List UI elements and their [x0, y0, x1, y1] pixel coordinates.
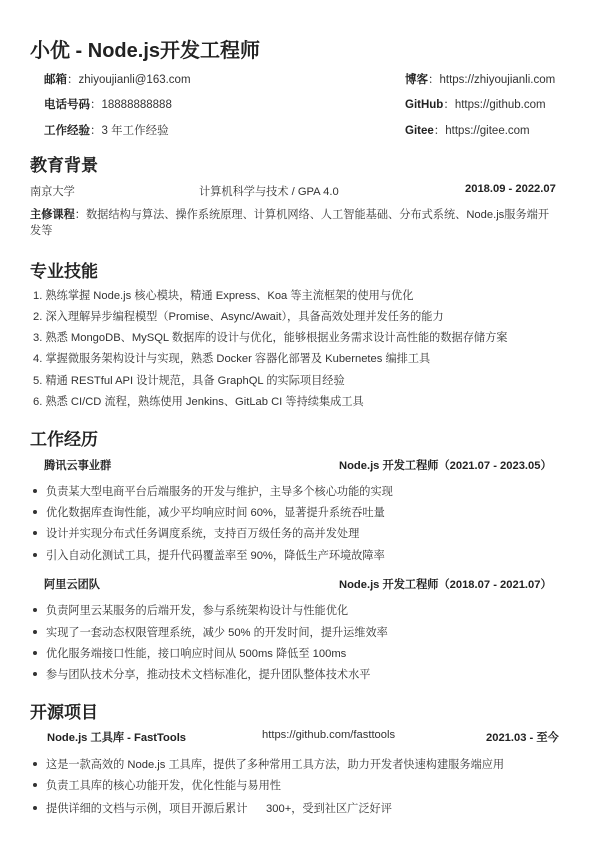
gitee-link[interactable]: https://gitee.com — [445, 125, 530, 137]
email-value[interactable]: zhiyoujianli@163.com — [78, 74, 191, 86]
blog-label: 博客 — [405, 74, 428, 86]
email-label: 邮箱 — [44, 74, 67, 86]
work-section-title: 工作经历 — [30, 430, 98, 449]
skills-section-title: 专业技能 — [30, 262, 98, 281]
job-company: 腾讯云事业群 — [44, 460, 112, 472]
bullet-icon — [33, 630, 37, 634]
job-bullet: 负责阿里云某服务的后端开发，参与系统架构设计与性能优化 — [33, 602, 348, 618]
projects-section-title: 开源项目 — [30, 703, 98, 722]
skill-item: 2. 深入理解异步编程模型（Promise、Async/Await），具备高效处理并发任务的能力 — [33, 311, 444, 323]
bullet-icon — [33, 531, 37, 535]
name-title: 小优 - Node.js开发工程师 — [30, 40, 261, 62]
job-company: 阿里云团队 — [44, 579, 100, 591]
job-role: Node.js 开发工程师（2021.07 - 2023.05） — [339, 460, 552, 472]
experience-label: 工作经验 — [44, 125, 90, 137]
job-bullet: 参与团队技术分享，推动技术文档标准化，提升团队整体技术水平 — [33, 666, 370, 682]
experience-contact: 工作经验：3 年工作经验 — [44, 125, 169, 137]
experience-value: 3 年工作经验 — [101, 125, 169, 137]
job-role: Node.js 开发工程师（2018.07 - 2021.07） — [339, 579, 552, 591]
courses-label: 主修课程 — [30, 209, 75, 221]
bullet-icon — [33, 510, 37, 514]
project-bullet: 这是一款高效的 Node.js 工具库，提供了多种常用工具方法，助力开发者快速构建服务端应用 — [33, 756, 504, 772]
bullet-icon — [33, 762, 37, 766]
project-name: Node.js 工具库 - FastTools — [47, 732, 187, 744]
github-label: GitHub — [405, 99, 444, 111]
bullet-icon — [33, 651, 37, 655]
job-bullet: 实现了一套动态权限管理系统，减少 50% 的开发时间，提升运维效率 — [33, 624, 388, 640]
job-bullet: 负责某大型电商平台后端服务的开发与维护，主导多个核心功能的实现 — [33, 483, 393, 499]
gitee-contact: Gitee：https://gitee.com — [405, 125, 530, 137]
blog-link[interactable]: https://zhiyoujianli.com — [439, 74, 556, 86]
skill-item: 6. 熟悉 CI/CD 流程，熟练使用 Jenkins、GitLab CI 等持续集成工具 — [33, 396, 364, 408]
education-courses: 主修课程：数据结构与算法、操作系统原理、计算机网络、人工智能基础、分布式系统、Node.js服务端开发等 — [30, 209, 550, 237]
skill-item: 5. 精通 RESTful API 设计规范，具备 GraphQL 的实际项目经验 — [33, 375, 345, 387]
skill-item: 1. 熟练掌握 Node.js 核心模块，精通 Express、Koa 等主流框架的使用与优化 — [33, 290, 414, 302]
project-bullet: 负责工具库的核心功能开发，优化性能与易用性 — [33, 777, 281, 793]
blog-contact: 博客：https://zhiyoujianli.com — [405, 74, 556, 86]
github-contact: GitHub：https://github.com — [405, 99, 546, 111]
project-period: 2021.03 - 至今 — [486, 732, 559, 744]
education-major: 计算机科学与技术 / GPA 4.0 — [199, 186, 339, 198]
education-section-title: 教育背景 — [30, 156, 98, 175]
phone-contact: 电话号码：18888888888 — [44, 99, 172, 111]
gitee-label: Gitee — [405, 125, 434, 137]
job-bullet: 优化服务端接口性能，接口响应时间从 500ms 降低至 100ms — [33, 645, 346, 661]
education-school: 南京大学 — [30, 186, 75, 198]
project-url[interactable]: https://github.com/fasttools — [262, 729, 396, 741]
email-contact: 邮箱：zhiyoujianli@163.com — [44, 74, 191, 86]
skill-item: 4. 掌握微服务架构设计与实现，熟悉 Docker 容器化部署及 Kubernetes 编排工具 — [33, 353, 431, 365]
phone-label: 电话号码 — [44, 99, 90, 111]
github-link[interactable]: https://github.com — [454, 99, 546, 111]
bullet-icon — [33, 672, 37, 676]
job-bullet: 引入自动化测试工具，提升代码覆盖率至 90%，降低生产环境故障率 — [33, 547, 385, 563]
education-period: 2018.09 - 2022.07 — [465, 183, 556, 195]
courses-text: 数据结构与算法、操作系统原理、计算机网络、人工智能基础、分布式系统、Node.js服务端开发等 — [30, 209, 550, 237]
project-bullet: 提供详细的文档与示例，项目开源后累计 300+，受到社区广泛好评 — [33, 800, 392, 816]
bullet-icon — [33, 553, 37, 557]
bullet-icon — [33, 608, 37, 612]
bullet-icon — [33, 489, 37, 493]
job-bullet: 设计并实现分布式任务调度系统，支持百万级任务的高并发处理 — [33, 525, 359, 541]
phone-value: 18888888888 — [101, 99, 172, 111]
job-bullet: 优化数据库查询性能，减少平均响应时间 60%，显著提升系统吞吐量 — [33, 504, 385, 520]
bullet-icon — [33, 783, 37, 787]
skill-item: 3. 熟悉 MongoDB、MySQL 数据库的设计与优化，能够根据业务需求设计高性能的数据存储方案 — [33, 332, 508, 344]
bullet-icon — [33, 806, 37, 810]
